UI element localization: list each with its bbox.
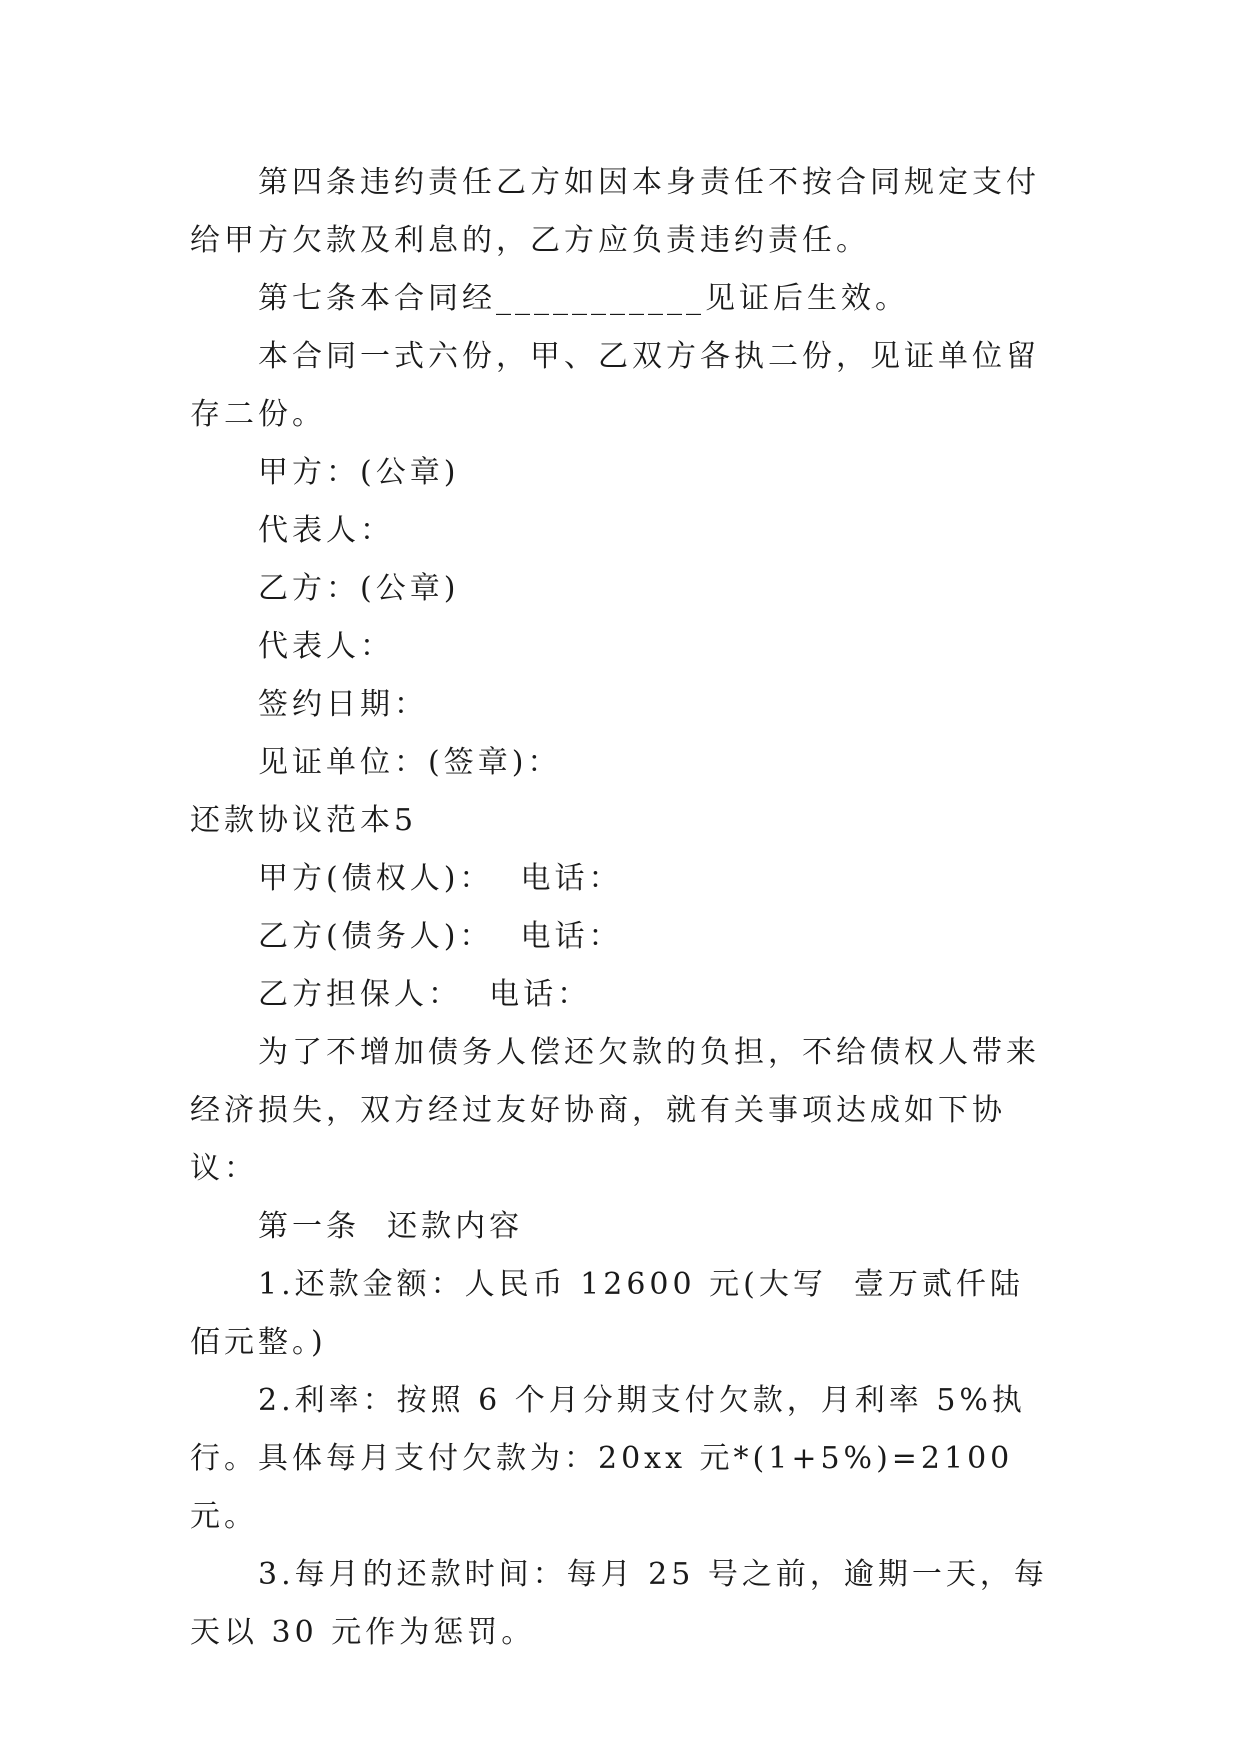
document-body	[190, 154, 1050, 1662]
repayment-amount-clause: 1.还款金额：人民币 12600 元(大写 壹万贰仟陆佰元整。)	[190, 1267, 1024, 1360]
interest-rate-clause: 2.利率：按照 6 个月分期支付欠款，月利率 5%执行。具体每月支付欠款为：20xx 元*(1+5%)=2100 元。	[190, 1383, 1027, 1534]
copies-clause: 本合同一式六份，甲、乙双方各执二份，见证单位留存二份。	[190, 339, 1040, 432]
repayment-time-clause: 3.每月的还款时间：每月 25 号之前，逾期一天，每天以 30 元作为惩罚。	[190, 1557, 1048, 1650]
template-heading: 还款协议范本5	[190, 803, 418, 838]
agreement-preamble: 为了不增加债务人偿还欠款的负担，不给债权人带来经济损失，双方经过友好协商，就有关事项达成如下协议：	[190, 1035, 1040, 1186]
party-b-representative-line: 代表人：	[258, 629, 394, 664]
party-b-seal-line: 乙方：(公章)	[258, 571, 460, 606]
party-a-creditor-line: 甲方(债权人)： 电话：	[258, 861, 623, 896]
party-a-representative-line: 代表人：	[258, 513, 394, 548]
article-four-breach-liability: 第四条违约责任乙方如因本身责任不按合同规定支付给甲方欠款及利息的，乙方应负责违约责任。	[190, 165, 1040, 258]
party-a-seal-line: 甲方：(公章)	[258, 455, 460, 490]
article-seven-effectiveness: 第七条本合同经___________见证后生效。	[258, 281, 909, 316]
signing-date-line: 签约日期：	[258, 687, 428, 722]
article-one-heading: 第一条 还款内容	[258, 1209, 524, 1244]
party-b-debtor-line: 乙方(债务人)： 电话：	[258, 919, 623, 954]
guarantor-line: 乙方担保人： 电话：	[258, 977, 592, 1012]
witness-unit-line: 见证单位：(签章)：	[258, 745, 562, 780]
